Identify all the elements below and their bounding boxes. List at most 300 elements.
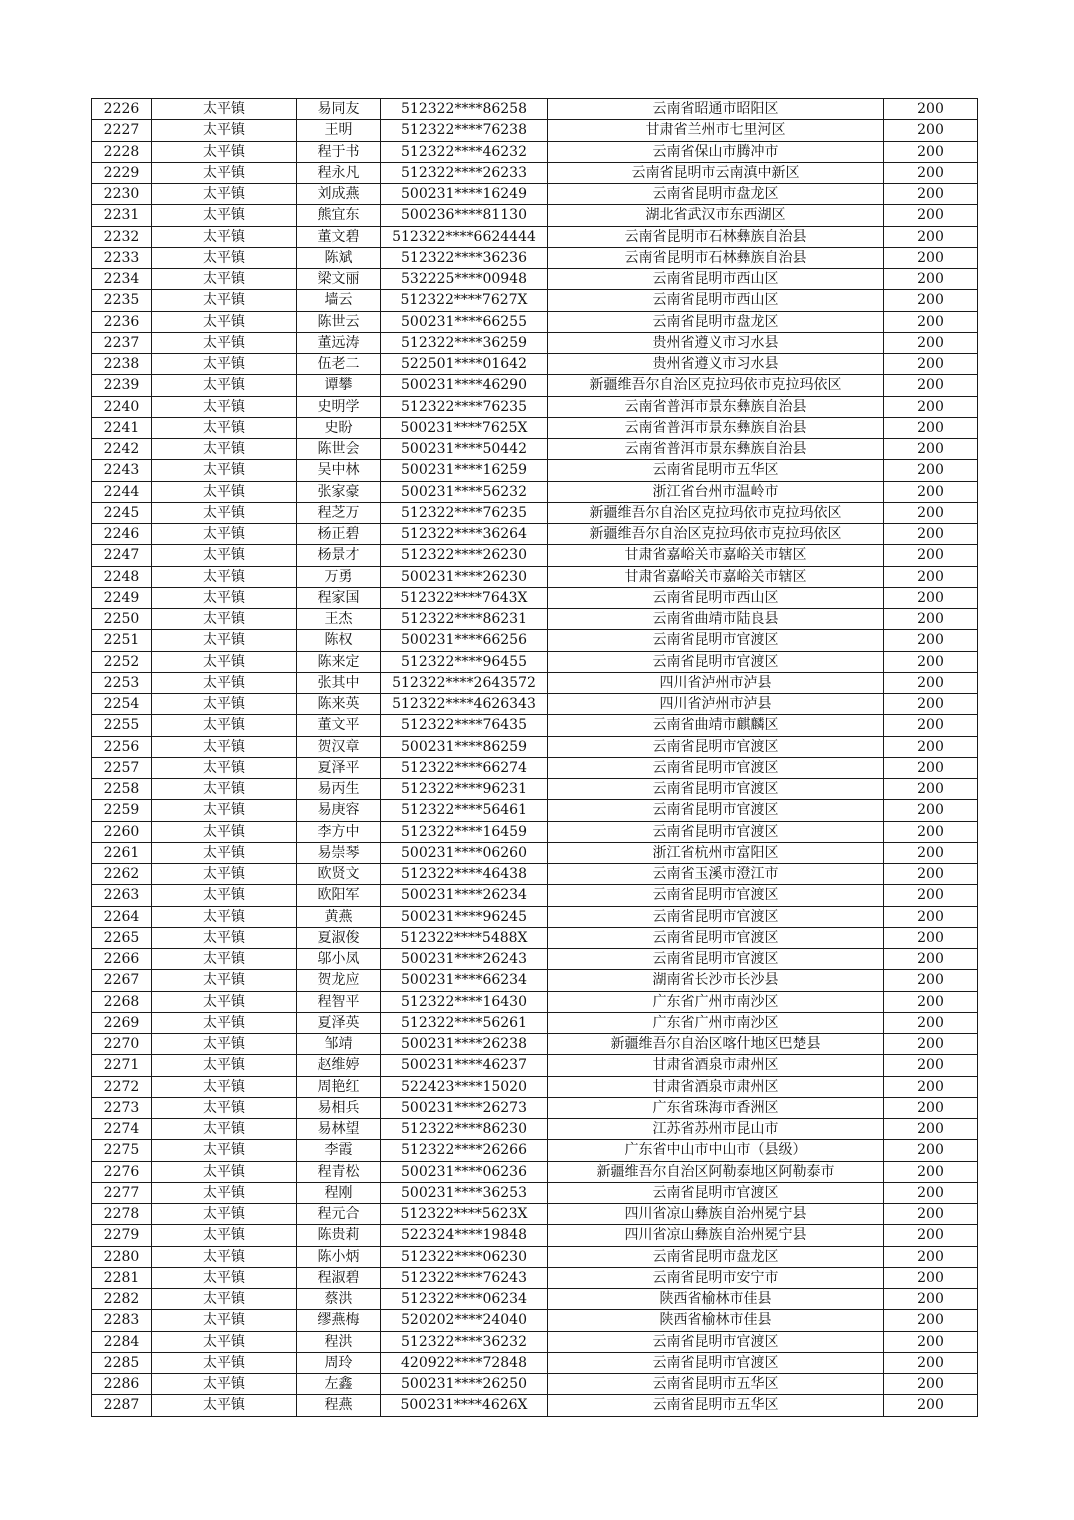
- row-number-cell: 2226: [92, 99, 152, 120]
- table-row: [92, 1161, 978, 1182]
- name-cell: 贺龙应: [297, 970, 381, 991]
- row-number-cell: 2233: [92, 247, 152, 268]
- id-number-cell: 512322****06234: [381, 1289, 548, 1310]
- table-row: [92, 609, 978, 630]
- name-cell: 程智平: [297, 991, 381, 1012]
- location-cell: 云南省昆明市盘龙区: [548, 311, 884, 332]
- amount-cell: 200: [884, 736, 978, 757]
- name-cell: 吴中林: [297, 460, 381, 481]
- table-row: [92, 99, 978, 120]
- town-cell: 太平镇: [152, 949, 297, 970]
- name-cell: 梁文丽: [297, 269, 381, 290]
- amount-cell: 200: [884, 1374, 978, 1395]
- name-cell: 程芝万: [297, 502, 381, 523]
- table-row: [92, 927, 978, 948]
- location-cell: 云南省昆明市官渡区: [548, 779, 884, 800]
- amount-cell: 200: [884, 1267, 978, 1288]
- id-number-cell: 500231****56232: [381, 481, 548, 502]
- name-cell: 易相兵: [297, 1097, 381, 1118]
- town-cell: 太平镇: [152, 502, 297, 523]
- row-number-cell: 2232: [92, 226, 152, 247]
- id-number-cell: 512322****86231: [381, 609, 548, 630]
- location-cell: 云南省普洱市景东彝族自治县: [548, 396, 884, 417]
- amount-cell: 200: [884, 1395, 978, 1416]
- town-cell: 太平镇: [152, 1140, 297, 1161]
- amount-cell: 200: [884, 949, 978, 970]
- table-row: [92, 1352, 978, 1373]
- row-number-cell: 2243: [92, 460, 152, 481]
- location-cell: 云南省昆明市官渡区: [548, 1331, 884, 1352]
- id-number-cell: 512322****26266: [381, 1140, 548, 1161]
- town-cell: 太平镇: [152, 779, 297, 800]
- row-number-cell: 2259: [92, 800, 152, 821]
- id-number-cell: 512322****76235: [381, 396, 548, 417]
- town-cell: 太平镇: [152, 630, 297, 651]
- amount-cell: 200: [884, 120, 978, 141]
- table-row: [92, 1055, 978, 1076]
- id-number-cell: 512322****66274: [381, 757, 548, 778]
- location-cell: 云南省昆明市安宁市: [548, 1267, 884, 1288]
- id-number-cell: 500231****66234: [381, 970, 548, 991]
- row-number-cell: 2268: [92, 991, 152, 1012]
- row-number-cell: 2247: [92, 545, 152, 566]
- table-row: [92, 1140, 978, 1161]
- location-cell: 湖北省武汉市东西湖区: [548, 205, 884, 226]
- id-number-cell: 500231****26234: [381, 885, 548, 906]
- town-cell: 太平镇: [152, 1076, 297, 1097]
- town-cell: 太平镇: [152, 672, 297, 693]
- id-number-cell: 512322****96231: [381, 779, 548, 800]
- town-cell: 太平镇: [152, 1182, 297, 1203]
- name-cell: 陈来英: [297, 694, 381, 715]
- id-number-cell: 500231****96245: [381, 906, 548, 927]
- name-cell: 欧阳军: [297, 885, 381, 906]
- name-cell: 易林望: [297, 1119, 381, 1140]
- location-cell: 四川省凉山彝族自治州冕宁县: [548, 1204, 884, 1225]
- location-cell: 新疆维吾尔自治区喀什地区巴楚县: [548, 1034, 884, 1055]
- table-row: [92, 587, 978, 608]
- amount-cell: 200: [884, 1246, 978, 1267]
- table-row: [92, 1119, 978, 1140]
- amount-cell: 200: [884, 672, 978, 693]
- table-row: [92, 120, 978, 141]
- id-number-cell: 512322****06230: [381, 1246, 548, 1267]
- row-number-cell: 2271: [92, 1055, 152, 1076]
- location-cell: 云南省昆明市官渡区: [548, 906, 884, 927]
- id-number-cell: 512322****46232: [381, 141, 548, 162]
- name-cell: 易庚容: [297, 800, 381, 821]
- location-cell: 云南省昆明市五华区: [548, 1374, 884, 1395]
- name-cell: 陈小炳: [297, 1246, 381, 1267]
- amount-cell: 200: [884, 1140, 978, 1161]
- row-number-cell: 2239: [92, 375, 152, 396]
- amount-cell: 200: [884, 1055, 978, 1076]
- location-cell: 广东省广州市南沙区: [548, 991, 884, 1012]
- location-cell: 四川省泸州市泸县: [548, 672, 884, 693]
- name-cell: 谭攀: [297, 375, 381, 396]
- id-number-cell: 500231****46237: [381, 1055, 548, 1076]
- table-row: [92, 1374, 978, 1395]
- location-cell: 新疆维吾尔自治区克拉玛依市克拉玛依区: [548, 502, 884, 523]
- amount-cell: 200: [884, 1012, 978, 1033]
- town-cell: 太平镇: [152, 906, 297, 927]
- table-row: [92, 332, 978, 353]
- row-number-cell: 2275: [92, 1140, 152, 1161]
- table-row: [92, 396, 978, 417]
- table-row: [92, 566, 978, 587]
- row-number-cell: 2230: [92, 184, 152, 205]
- amount-cell: 200: [884, 1225, 978, 1246]
- id-number-cell: 500231****26238: [381, 1034, 548, 1055]
- id-number-cell: 512322****56261: [381, 1012, 548, 1033]
- town-cell: 太平镇: [152, 1055, 297, 1076]
- table-row: [92, 736, 978, 757]
- amount-cell: 200: [884, 162, 978, 183]
- amount-cell: 200: [884, 864, 978, 885]
- id-number-cell: 500231****16249: [381, 184, 548, 205]
- table-row: [92, 354, 978, 375]
- table-row: [92, 821, 978, 842]
- name-cell: 董远涛: [297, 332, 381, 353]
- table-body: [92, 99, 978, 1417]
- row-number-cell: 2234: [92, 269, 152, 290]
- amount-cell: 200: [884, 1034, 978, 1055]
- town-cell: 太平镇: [152, 1289, 297, 1310]
- amount-cell: 200: [884, 205, 978, 226]
- amount-cell: 200: [884, 290, 978, 311]
- row-number-cell: 2229: [92, 162, 152, 183]
- id-number-cell: 512322****16430: [381, 991, 548, 1012]
- location-cell: 云南省保山市腾冲市: [548, 141, 884, 162]
- amount-cell: 200: [884, 927, 978, 948]
- amount-cell: 200: [884, 1119, 978, 1140]
- row-number-cell: 2252: [92, 651, 152, 672]
- id-number-cell: 500231****66255: [381, 311, 548, 332]
- location-cell: 陕西省榆林市佳县: [548, 1289, 884, 1310]
- location-cell: 广东省中山市中山市（县级）: [548, 1140, 884, 1161]
- row-number-cell: 2264: [92, 906, 152, 927]
- id-number-cell: 500231****26273: [381, 1097, 548, 1118]
- location-cell: 新疆维吾尔自治区阿勒泰地区阿勒泰市: [548, 1161, 884, 1182]
- id-number-cell: 512322****36232: [381, 1331, 548, 1352]
- amount-cell: 200: [884, 99, 978, 120]
- row-number-cell: 2249: [92, 587, 152, 608]
- location-cell: 甘肃省嘉峪关市嘉峪关市辖区: [548, 545, 884, 566]
- id-number-cell: 512322****76243: [381, 1267, 548, 1288]
- name-cell: 程淑碧: [297, 1267, 381, 1288]
- row-number-cell: 2273: [92, 1097, 152, 1118]
- table-row: [92, 672, 978, 693]
- row-number-cell: 2272: [92, 1076, 152, 1097]
- id-number-cell: 512322****76435: [381, 715, 548, 736]
- amount-cell: 200: [884, 906, 978, 927]
- name-cell: 欧贤文: [297, 864, 381, 885]
- name-cell: 董文碧: [297, 226, 381, 247]
- id-number-cell: 500231****46290: [381, 375, 548, 396]
- location-cell: 云南省昆明市西山区: [548, 269, 884, 290]
- table-row: [92, 630, 978, 651]
- name-cell: 杨景才: [297, 545, 381, 566]
- row-number-cell: 2227: [92, 120, 152, 141]
- data-table: [91, 98, 978, 1417]
- town-cell: 太平镇: [152, 247, 297, 268]
- location-cell: 云南省曲靖市陆良县: [548, 609, 884, 630]
- amount-cell: 200: [884, 630, 978, 651]
- location-cell: 云南省昆明市官渡区: [548, 736, 884, 757]
- name-cell: 程于书: [297, 141, 381, 162]
- amount-cell: 200: [884, 311, 978, 332]
- table-row: [92, 311, 978, 332]
- name-cell: 史明学: [297, 396, 381, 417]
- row-number-cell: 2248: [92, 566, 152, 587]
- amount-cell: 200: [884, 1076, 978, 1097]
- amount-cell: 200: [884, 375, 978, 396]
- table-row: [92, 715, 978, 736]
- id-number-cell: 522324****19848: [381, 1225, 548, 1246]
- name-cell: 夏淑俊: [297, 927, 381, 948]
- table-row: [92, 290, 978, 311]
- location-cell: 湖南省长沙市长沙县: [548, 970, 884, 991]
- table-row: [92, 269, 978, 290]
- id-number-cell: 420922****72848: [381, 1352, 548, 1373]
- town-cell: 太平镇: [152, 375, 297, 396]
- name-cell: 易同友: [297, 99, 381, 120]
- town-cell: 太平镇: [152, 927, 297, 948]
- name-cell: 程元合: [297, 1204, 381, 1225]
- table-row: [92, 906, 978, 927]
- table-row: [92, 1225, 978, 1246]
- town-cell: 太平镇: [152, 439, 297, 460]
- name-cell: 夏泽平: [297, 757, 381, 778]
- town-cell: 太平镇: [152, 99, 297, 120]
- town-cell: 太平镇: [152, 1097, 297, 1118]
- table-row: [92, 864, 978, 885]
- amount-cell: 200: [884, 885, 978, 906]
- table-row: [92, 779, 978, 800]
- id-number-cell: 522423****15020: [381, 1076, 548, 1097]
- name-cell: 史盼: [297, 417, 381, 438]
- table-row: [92, 1331, 978, 1352]
- name-cell: 程刚: [297, 1182, 381, 1203]
- table-row: [92, 694, 978, 715]
- name-cell: 王杰: [297, 609, 381, 630]
- town-cell: 太平镇: [152, 970, 297, 991]
- row-number-cell: 2253: [92, 672, 152, 693]
- town-cell: 太平镇: [152, 1204, 297, 1225]
- town-cell: 太平镇: [152, 566, 297, 587]
- town-cell: 太平镇: [152, 481, 297, 502]
- name-cell: 陈世云: [297, 311, 381, 332]
- location-cell: 云南省曲靖市麒麟区: [548, 715, 884, 736]
- table-row: [92, 1097, 978, 1118]
- name-cell: 贺汉章: [297, 736, 381, 757]
- town-cell: 太平镇: [152, 736, 297, 757]
- name-cell: 左鑫: [297, 1374, 381, 1395]
- row-number-cell: 2279: [92, 1225, 152, 1246]
- name-cell: 墙云: [297, 290, 381, 311]
- town-cell: 太平镇: [152, 332, 297, 353]
- table-row: [92, 949, 978, 970]
- name-cell: 万勇: [297, 566, 381, 587]
- name-cell: 易崇琴: [297, 842, 381, 863]
- id-number-cell: 522501****01642: [381, 354, 548, 375]
- row-number-cell: 2269: [92, 1012, 152, 1033]
- amount-cell: 200: [884, 524, 978, 545]
- amount-cell: 200: [884, 651, 978, 672]
- row-number-cell: 2251: [92, 630, 152, 651]
- amount-cell: 200: [884, 332, 978, 353]
- table-row: [92, 1267, 978, 1288]
- id-number-cell: 512322****86230: [381, 1119, 548, 1140]
- table-row: [92, 1395, 978, 1416]
- id-number-cell: 512322****7643X: [381, 587, 548, 608]
- name-cell: 董文平: [297, 715, 381, 736]
- amount-cell: 200: [884, 694, 978, 715]
- location-cell: 云南省昆明市西山区: [548, 290, 884, 311]
- location-cell: 云南省昆明市盘龙区: [548, 1246, 884, 1267]
- table-row: [92, 226, 978, 247]
- name-cell: 程青松: [297, 1161, 381, 1182]
- town-cell: 太平镇: [152, 290, 297, 311]
- location-cell: 云南省昆明市石林彝族自治县: [548, 247, 884, 268]
- table-row: [92, 842, 978, 863]
- table-row: [92, 375, 978, 396]
- row-number-cell: 2261: [92, 842, 152, 863]
- id-number-cell: 500231****7625X: [381, 417, 548, 438]
- name-cell: 周玲: [297, 1352, 381, 1373]
- town-cell: 太平镇: [152, 1012, 297, 1033]
- table-row: [92, 1182, 978, 1203]
- town-cell: 太平镇: [152, 864, 297, 885]
- town-cell: 太平镇: [152, 120, 297, 141]
- amount-cell: 200: [884, 1204, 978, 1225]
- id-number-cell: 500231****26243: [381, 949, 548, 970]
- row-number-cell: 2255: [92, 715, 152, 736]
- town-cell: 太平镇: [152, 1119, 297, 1140]
- id-number-cell: 512322****86258: [381, 99, 548, 120]
- row-number-cell: 2285: [92, 1352, 152, 1373]
- town-cell: 太平镇: [152, 1352, 297, 1373]
- row-number-cell: 2276: [92, 1161, 152, 1182]
- amount-cell: 200: [884, 842, 978, 863]
- location-cell: 云南省昆明市官渡区: [548, 949, 884, 970]
- row-number-cell: 2284: [92, 1331, 152, 1352]
- amount-cell: 200: [884, 970, 978, 991]
- amount-cell: 200: [884, 141, 978, 162]
- location-cell: 贵州省遵义市习水县: [548, 332, 884, 353]
- town-cell: 太平镇: [152, 141, 297, 162]
- row-number-cell: 2244: [92, 481, 152, 502]
- amount-cell: 200: [884, 1289, 978, 1310]
- table-row: [92, 247, 978, 268]
- town-cell: 太平镇: [152, 609, 297, 630]
- table-row: [92, 184, 978, 205]
- id-number-cell: 500231****26230: [381, 566, 548, 587]
- location-cell: 云南省昆明市云南滇中新区: [548, 162, 884, 183]
- amount-cell: 200: [884, 417, 978, 438]
- name-cell: 程洪: [297, 1331, 381, 1352]
- id-number-cell: 512322****7627X: [381, 290, 548, 311]
- name-cell: 易丙生: [297, 779, 381, 800]
- id-number-cell: 500231****26250: [381, 1374, 548, 1395]
- town-cell: 太平镇: [152, 885, 297, 906]
- location-cell: 云南省玉溪市澄江市: [548, 864, 884, 885]
- id-number-cell: 512322****36259: [381, 332, 548, 353]
- row-number-cell: 2236: [92, 311, 152, 332]
- town-cell: 太平镇: [152, 1395, 297, 1416]
- location-cell: 贵州省遵义市习水县: [548, 354, 884, 375]
- location-cell: 云南省昆明市官渡区: [548, 1352, 884, 1373]
- amount-cell: 200: [884, 779, 978, 800]
- table-row: [92, 460, 978, 481]
- location-cell: 甘肃省兰州市七里河区: [548, 120, 884, 141]
- id-number-cell: 500231****36253: [381, 1182, 548, 1203]
- name-cell: 陈世会: [297, 439, 381, 460]
- row-number-cell: 2257: [92, 757, 152, 778]
- row-number-cell: 2246: [92, 524, 152, 545]
- row-number-cell: 2241: [92, 417, 152, 438]
- row-number-cell: 2280: [92, 1246, 152, 1267]
- table-row: [92, 1246, 978, 1267]
- row-number-cell: 2256: [92, 736, 152, 757]
- id-number-cell: 512322****96455: [381, 651, 548, 672]
- location-cell: 广东省珠海市香洲区: [548, 1097, 884, 1118]
- amount-cell: 200: [884, 269, 978, 290]
- location-cell: 云南省昭通市昭阳区: [548, 99, 884, 120]
- amount-cell: 200: [884, 226, 978, 247]
- row-number-cell: 2260: [92, 821, 152, 842]
- id-number-cell: 512322****36236: [381, 247, 548, 268]
- location-cell: 广东省广州市南沙区: [548, 1012, 884, 1033]
- amount-cell: 200: [884, 439, 978, 460]
- row-number-cell: 2242: [92, 439, 152, 460]
- name-cell: 伍老二: [297, 354, 381, 375]
- id-number-cell: 512322****5623X: [381, 1204, 548, 1225]
- table-row: [92, 1289, 978, 1310]
- town-cell: 太平镇: [152, 821, 297, 842]
- row-number-cell: 2287: [92, 1395, 152, 1416]
- amount-cell: 200: [884, 1352, 978, 1373]
- location-cell: 云南省昆明市五华区: [548, 460, 884, 481]
- id-number-cell: 500231****4626X: [381, 1395, 548, 1416]
- town-cell: 太平镇: [152, 226, 297, 247]
- row-number-cell: 2270: [92, 1034, 152, 1055]
- name-cell: 张其中: [297, 672, 381, 693]
- town-cell: 太平镇: [152, 715, 297, 736]
- row-number-cell: 2228: [92, 141, 152, 162]
- name-cell: 黄燕: [297, 906, 381, 927]
- amount-cell: 200: [884, 609, 978, 630]
- id-number-cell: 500231****16259: [381, 460, 548, 481]
- name-cell: 缪燕梅: [297, 1310, 381, 1331]
- row-number-cell: 2258: [92, 779, 152, 800]
- name-cell: 程永凡: [297, 162, 381, 183]
- name-cell: 邬小凤: [297, 949, 381, 970]
- row-number-cell: 2237: [92, 332, 152, 353]
- town-cell: 太平镇: [152, 1267, 297, 1288]
- row-number-cell: 2282: [92, 1289, 152, 1310]
- amount-cell: 200: [884, 757, 978, 778]
- id-number-cell: 512322****36264: [381, 524, 548, 545]
- amount-cell: 200: [884, 587, 978, 608]
- table-row: [92, 970, 978, 991]
- row-number-cell: 2277: [92, 1182, 152, 1203]
- town-cell: 太平镇: [152, 396, 297, 417]
- id-number-cell: 512322****76238: [381, 120, 548, 141]
- location-cell: 甘肃省酒泉市肃州区: [548, 1076, 884, 1097]
- location-cell: 云南省昆明市盘龙区: [548, 184, 884, 205]
- location-cell: 四川省泸州市泸县: [548, 694, 884, 715]
